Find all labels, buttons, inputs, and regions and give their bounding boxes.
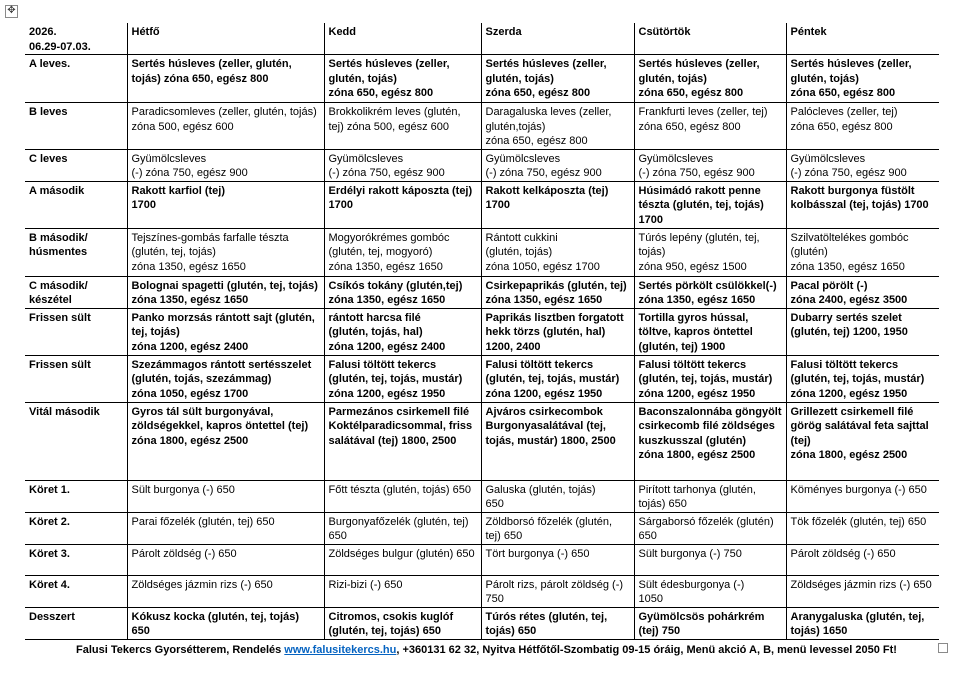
menu-cell: Frankfurti leves (zeller, tej) zóna 650, egész 800: [634, 103, 786, 150]
menu-cell: Sárgaborsó főzelék (glutén) 650: [634, 512, 786, 544]
row-label: C második/ készétel: [25, 276, 127, 308]
menu-cell: Zöldséges jázmin rizs (-) 650: [127, 575, 324, 607]
menu-cell: Zöldborsó főzelék (glutén, tej) 650: [481, 512, 634, 544]
menu-cell: Tört burgonya (-) 650: [481, 544, 634, 575]
menu-cell: Bolognai spagetti (glutén, tej, tojás) zóna 1350, egész 1650: [127, 276, 324, 308]
menu-cell: Baconszalonnába göngyölt csirkecomb filé zöldséges kuszkusszal (glutén) zóna 1800, egész 2500: [634, 402, 786, 480]
menu-cell: Rántott cukkini (glutén, tojás) zóna 1050, egész 1700: [481, 228, 634, 276]
menu-cell: Brokkolikrém leves (glutén, tej) zóna 500, egész 600: [324, 103, 481, 150]
menu-cell: Falusi töltött tekercs (glutén, tej, tojás, mustár) zóna 1200, egész 1950: [634, 355, 786, 402]
menu-cell: Sült burgonya (-) 650: [127, 480, 324, 512]
menu-row: [25, 575, 939, 607]
menu-cell: Túrós lepény (glutén, tej, tojás) zóna 950, egész 1500: [634, 228, 786, 276]
menu-row: [25, 512, 939, 544]
menu-cell: Galuska (glutén, tojás) 650: [481, 480, 634, 512]
menu-cell: Sült édesburgonya (-) 1050: [634, 575, 786, 607]
footer-text-after: , +360131 62 32, Nyitva Hétfőtől-Szombatig 09-15 óráig, Menü akció A, B, menü levessel 2050 Ft!: [396, 644, 897, 656]
menu-cell: Rakott karfiol (tej) 1700: [127, 181, 324, 228]
menu-cell: Gyümölcsleves (-) zóna 750, egész 900: [127, 149, 324, 181]
menu-cell: Csirkepaprikás (glutén, tej) zóna 1350, egész 1650: [481, 276, 634, 308]
menu-cell: Gyümölcsleves (-) zóna 750, egész 900: [634, 149, 786, 181]
menu-row: [25, 607, 939, 639]
menu-cell: Sült burgonya (-) 750: [634, 544, 786, 575]
row-label: Vitál második: [25, 402, 127, 480]
menu-row: [25, 276, 939, 308]
menu-cell: Parai főzelék (glutén, tej) 650: [127, 512, 324, 544]
menu-cell: Gyümölcsleves (-) zóna 750, egész 900: [786, 149, 939, 181]
menu-cell: Pirított tarhonya (glutén, tojás) 650: [634, 480, 786, 512]
day-header-tuesday: Kedd: [324, 23, 481, 55]
menu-cell: Sertés húsleves (zeller, glutén, tojás) zóna 650, egész 800: [786, 55, 939, 103]
menu-cell: Csíkós tokány (glutén,tej) zóna 1350, egész 1650: [324, 276, 481, 308]
menu-cell: Mogyorókrémes gombóc (glutén, tej, mogyoró) zóna 1350, egész 1650: [324, 228, 481, 276]
menu-cell: Tejszínes-gombás farfalle tészta (glutén, tej, tojás) zóna 1350, egész 1650: [127, 228, 324, 276]
row-label: Köret 2.: [25, 512, 127, 544]
menu-cell: Pacal pörölt (-) zóna 2400, egész 3500: [786, 276, 939, 308]
restaurant-footer: [0, 644, 973, 656]
menu-row: [25, 308, 939, 355]
menu-cell: Falusi töltött tekercs (glutén, tej, tojás, mustár) zóna 1200, egész 1950: [481, 355, 634, 402]
week-range-cell: [25, 23, 127, 55]
menu-cell: Köményes burgonya (-) 650: [786, 480, 939, 512]
menu-cell: Tortilla gyros hússal, töltve, kapros öntettel (glutén, tej) 1900: [634, 308, 786, 355]
menu-cell: Tök főzelék (glutén, tej) 650: [786, 512, 939, 544]
menu-cell: Falusi töltött tekercs (glutén, tej, tojás, mustár) zóna 1200, egész 1950: [786, 355, 939, 402]
menu-cell: Panko morzsás rántott sajt (glutén, tej, tojás) zóna 1200, egész 2400: [127, 308, 324, 355]
menu-row: [25, 103, 939, 150]
row-label: Frissen sült: [25, 355, 127, 402]
week-range: 2026. 06.29-07.03.: [29, 26, 91, 53]
menu-row: [25, 181, 939, 228]
menu-cell: Citromos, csokis kuglóf (glutén, tej, tojás) 650: [324, 607, 481, 639]
menu-cell: Gyümölcsleves (-) zóna 750, egész 900: [481, 149, 634, 181]
menu-cell: Túrós rétes (glutén, tej, tojás) 650: [481, 607, 634, 639]
menu-cell: Daragaluska leves (zeller, glutén,tojás) zóna 650, egész 800: [481, 103, 634, 150]
menu-cell: Rakott kelkáposzta (tej) 1700: [481, 181, 634, 228]
weekly-menu-table: [25, 23, 939, 640]
menu-cell: Parmezános csirkemell filé Koktélparadicsommal, friss salátával (tej) 1800, 2500: [324, 402, 481, 480]
menu-cell: Aranygaluska (glutén, tej, tojás) 1650: [786, 607, 939, 639]
menu-cell: Párolt rizs, párolt zöldség (-) 750: [481, 575, 634, 607]
menu-cell: Falusi töltött tekercs (glutén, tej, tojás, mustár) zóna 1200, egész 1950: [324, 355, 481, 402]
end-of-table-marker-icon: [938, 643, 948, 653]
row-label: Köret 3.: [25, 544, 127, 575]
menu-row: [25, 55, 939, 103]
menu-cell: Főtt tészta (glutén, tojás) 650: [324, 480, 481, 512]
menu-cell: Palócleves (zeller, tej) zóna 650, egész 800: [786, 103, 939, 150]
move-handle-icon[interactable]: ✥: [5, 5, 18, 18]
footer-text-before: Falusi Tekercs Gyorsétterem, Rendelés: [76, 644, 285, 656]
menu-cell: Dubarry sertés szelet (glutén, tej) 1200, 1950: [786, 308, 939, 355]
menu-cell: Kókusz kocka (glutén, tej, tojás) 650: [127, 607, 324, 639]
menu-cell: Párolt zöldség (-) 650: [786, 544, 939, 575]
menu-cell: Sertés húsleves (zeller, glutén, tojás) zóna 650, egész 800: [324, 55, 481, 103]
menu-row: [25, 402, 939, 480]
menu-cell: Sertés pörkölt csülökkel(-) zóna 1350, egész 1650: [634, 276, 786, 308]
menu-cell: Sertés húsleves (zeller, glutén, tojás) zóna 650, egész 800: [481, 55, 634, 103]
row-label: B leves: [25, 103, 127, 150]
menu-cell: Gyümölcsleves (-) zóna 750, egész 900: [324, 149, 481, 181]
menu-cell: Sertés húsleves (zeller, glutén, tojás) zóna 650, egész 800: [127, 55, 324, 103]
menu-cell: Zöldséges jázmin rizs (-) 650: [786, 575, 939, 607]
menu-cell: Gyümölcsös pohárkrém (tej) 750: [634, 607, 786, 639]
menu-cell: rántott harcsa filé (glutén, tojás, hal) zóna 1200, egész 2400: [324, 308, 481, 355]
menu-cell: Szezámmagos rántott sertésszelet (glutén, tojás, szezámmag) zóna 1050, egész 1700: [127, 355, 324, 402]
day-header-thursday: Csütörtök: [634, 23, 786, 55]
menu-row: [25, 149, 939, 181]
header-row: [25, 23, 939, 55]
menu-cell: Gyros tál sült burgonyával, zöldségekkel, kapros öntettel (tej) zóna 1800, egész 2500: [127, 402, 324, 480]
row-label: B második/ húsmentes: [25, 228, 127, 276]
menu-row: [25, 355, 939, 402]
row-label: A második: [25, 181, 127, 228]
menu-row: [25, 228, 939, 276]
menu-cell: Zöldséges bulgur (glutén) 650: [324, 544, 481, 575]
menu-row: [25, 480, 939, 512]
menu-cell: Ajváros csirkecombok Burgonyasalátával (tej, tojás, mustár) 1800, 2500: [481, 402, 634, 480]
website-link[interactable]: www.falusitekercs.hu: [284, 644, 397, 656]
menu-cell: Paradicsomleves (zeller, glutén, tojás) zóna 500, egész 600: [127, 103, 324, 150]
row-label: A leves.: [25, 55, 127, 103]
day-header-friday: Péntek: [786, 23, 939, 55]
menu-cell: Párolt zöldség (-) 650: [127, 544, 324, 575]
menu-cell: Paprikás lisztben forgatott hekk törzs (glutén, hal) 1200, 2400: [481, 308, 634, 355]
menu-cell: Húsimádó rakott penne tészta (glutén, tej, tojás) 1700: [634, 181, 786, 228]
menu-table-body: [25, 23, 939, 639]
row-label: Frissen sült: [25, 308, 127, 355]
day-header-wednesday: Szerda: [481, 23, 634, 55]
menu-cell: Burgonyafőzelék (glutén, tej) 650: [324, 512, 481, 544]
row-label: Desszert: [25, 607, 127, 639]
row-label: C leves: [25, 149, 127, 181]
row-label: Köret 4.: [25, 575, 127, 607]
menu-cell: Szilvatöltelékes gombóc (glutén) zóna 1350, egész 1650: [786, 228, 939, 276]
menu-row: [25, 544, 939, 575]
menu-cell: Sertés húsleves (zeller, glutén, tojás) zóna 650, egész 800: [634, 55, 786, 103]
menu-cell: Erdélyi rakott káposzta (tej) 1700: [324, 181, 481, 228]
menu-cell: Rizi-bizi (-) 650: [324, 575, 481, 607]
menu-cell: Grillezett csirkemell filé görög salátával feta sajttal (tej) zóna 1800, egész 2500: [786, 402, 939, 480]
day-header-monday: Hétfő: [127, 23, 324, 55]
row-label: Köret 1.: [25, 480, 127, 512]
menu-cell: Rakott burgonya füstölt kolbásszal (tej, tojás) 1700: [786, 181, 939, 228]
